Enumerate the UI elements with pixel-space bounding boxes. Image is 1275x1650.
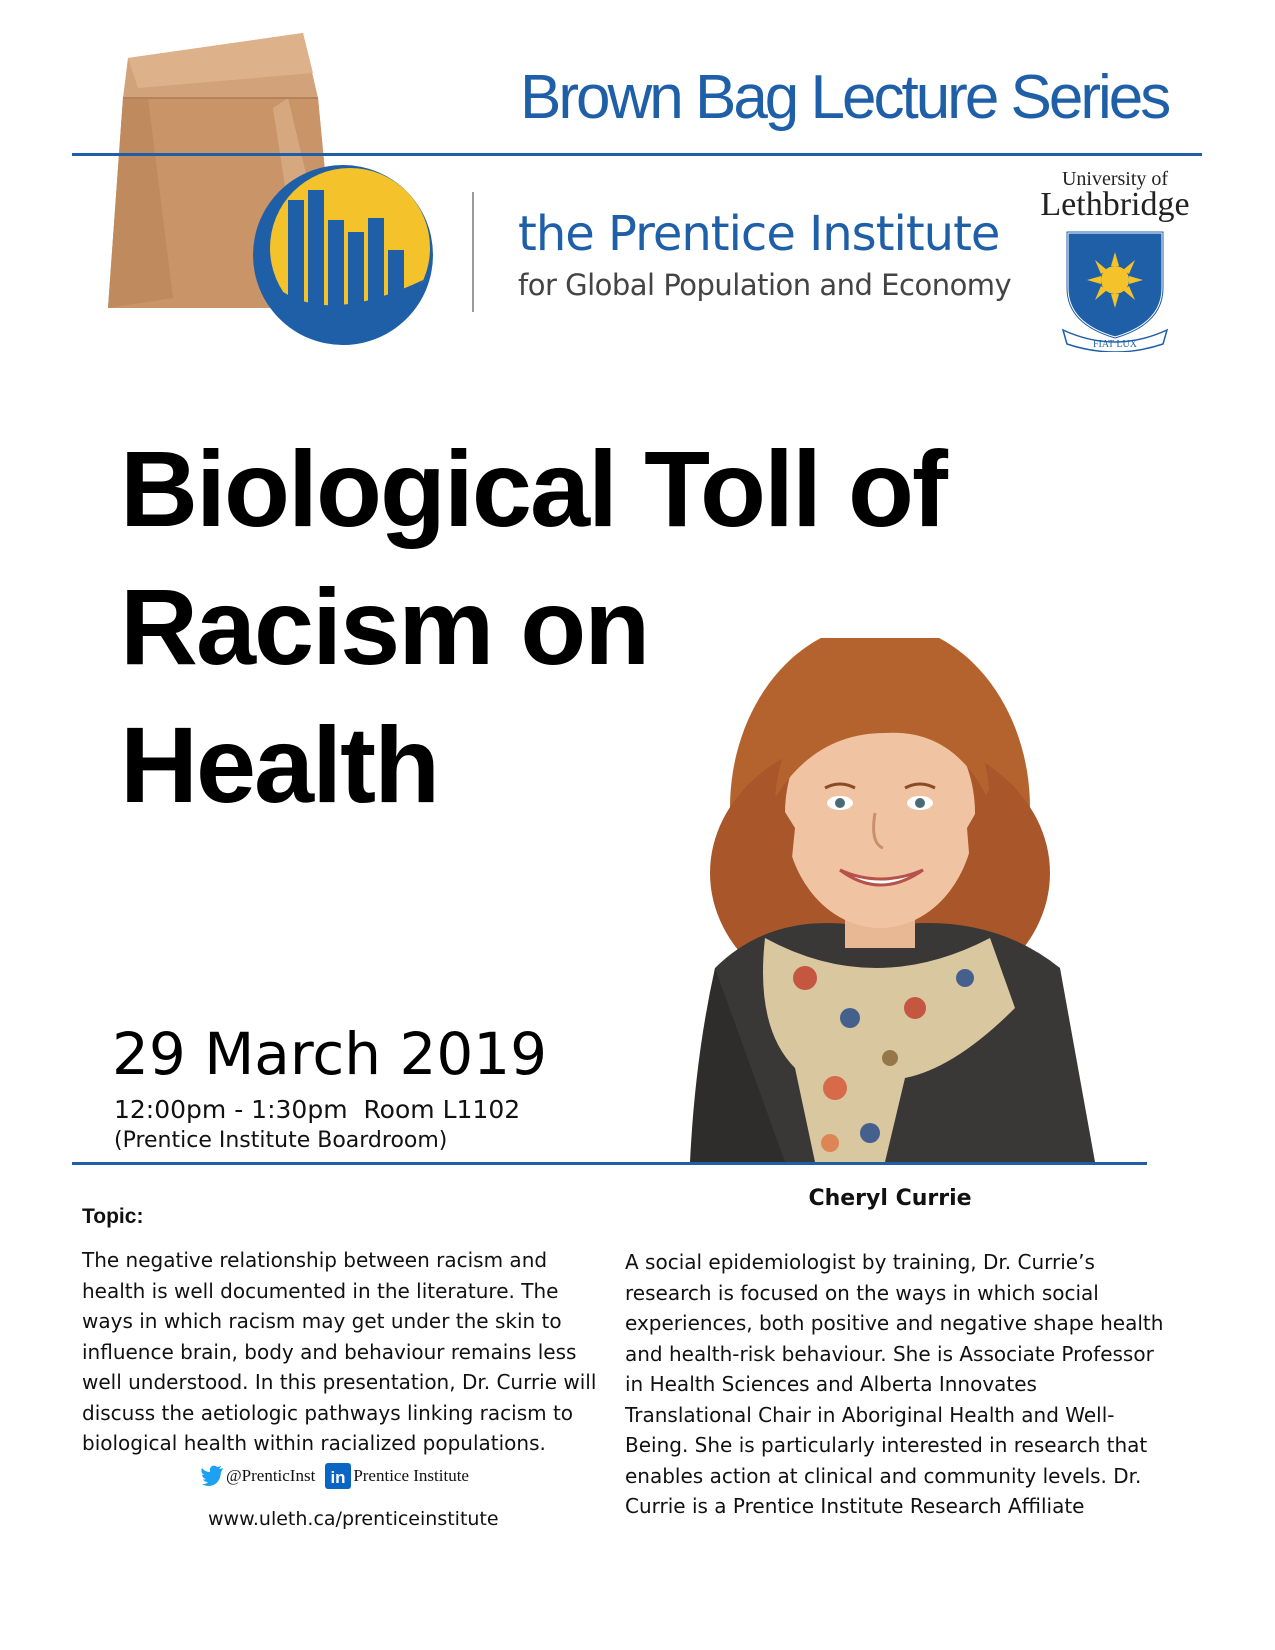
university-crest-icon: [1055, 226, 1175, 352]
header-rule: [72, 153, 1202, 156]
crest-motto: FIAT LUX: [1093, 339, 1137, 350]
event-title-line-1: Biological Toll of: [120, 428, 946, 549]
university-name: Lethbridge: [1040, 186, 1190, 223]
twitter-handle: @PrenticInst: [226, 1466, 316, 1485]
series-title: Brown Bag Lecture Series: [520, 63, 1169, 132]
twitter-icon: [200, 1465, 224, 1487]
linkedin-link[interactable]: [325, 1463, 469, 1489]
event-time-room: 12:00pm - 1:30pm Room L1102: [114, 1095, 521, 1124]
institute-name: the Prentice Institute: [518, 206, 1000, 262]
logo-divider: [472, 192, 474, 312]
event-title-line-3: Health: [120, 704, 439, 825]
twitter-link[interactable]: [200, 1465, 315, 1487]
prentice-institute-logo: [248, 160, 438, 350]
linkedin-badge-text: in: [330, 1468, 346, 1487]
event-room-note: (Prentice Institute Boardroom): [114, 1128, 448, 1153]
topic-heading: Topic:: [82, 1205, 144, 1228]
event-date: 29 March 2019: [112, 1020, 548, 1088]
linkedin-icon: [325, 1463, 351, 1489]
institute-subtitle: for Global Population and Economy: [518, 268, 1012, 302]
topic-description: The negative relationship between racism and health is well documented in the literature. The ways in which racism may get under the skin to influence brain, body and behaviour remains less well understood. In this presentation, Dr. Currie will discuss the aetiologic pathways linking racism to biological health within racialized populations.: [82, 1248, 597, 1455]
university-of-label: University of: [1061, 168, 1169, 190]
event-title-line-2: Racism on: [120, 566, 649, 687]
social-links: [200, 1463, 469, 1489]
website-link[interactable]: www.uleth.ca/prenticeinstitute: [208, 1508, 499, 1530]
speaker-bio: A social epidemiologist by training, Dr. Currie’s research is focused on the ways in which social experiences, both positive and negative shape health and health-risk behaviour. She is Associate Professor in Health Sciences and Alberta Innovates Translational Chair in Aboriginal Health and Well-Being. She is particularly interested in research that enables action at clinical and community levels. Dr. Currie is a Prentice Institute Research Affiliate: [625, 1250, 1164, 1518]
linkedin-name: Prentice Institute: [353, 1466, 469, 1485]
section-rule: [72, 1162, 1147, 1165]
speaker-name: Cheryl Currie: [808, 1186, 972, 1211]
speaker-photo: [655, 638, 1140, 1162]
